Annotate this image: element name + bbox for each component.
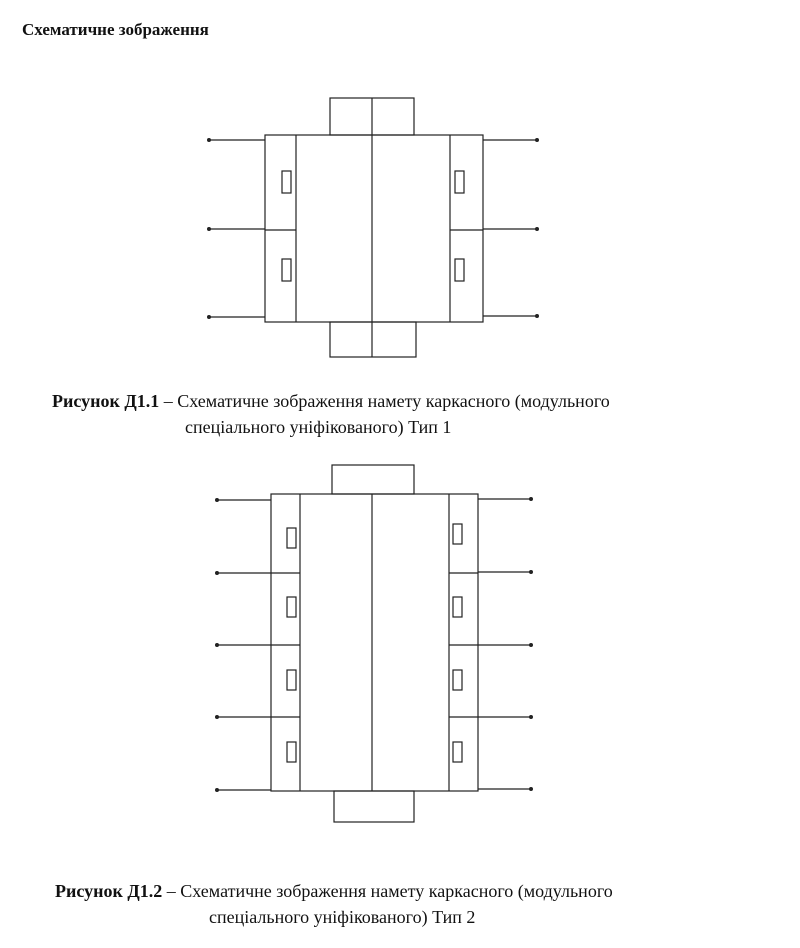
window (453, 742, 462, 762)
figure-label-1: Рисунок Д1.1 (52, 391, 160, 411)
peg (207, 227, 211, 231)
window (287, 670, 296, 690)
caption-text-2: – Схематичне зображення намету каркасного (модульного (162, 881, 613, 901)
bottom-vestibule (334, 791, 414, 822)
peg (215, 788, 219, 792)
peg (529, 643, 533, 647)
tent-body (271, 494, 478, 791)
caption-text-1: – Схематичне зображення намету каркасного (модульного (159, 391, 610, 411)
peg (529, 715, 533, 719)
peg (535, 138, 539, 142)
window (287, 597, 296, 617)
window (287, 528, 296, 548)
peg (535, 314, 539, 318)
peg (529, 787, 533, 791)
window (455, 171, 464, 193)
window (453, 670, 462, 690)
peg (207, 138, 211, 142)
caption-text-2-line2: спеціального уніфікованого) Тип 2 (209, 907, 476, 927)
peg (529, 497, 533, 501)
figure-caption-2 (55, 878, 613, 930)
figure-caption-1 (52, 388, 610, 440)
window (282, 259, 291, 281)
peg (215, 571, 219, 575)
page-heading: Схематичне зображення (22, 20, 209, 39)
window (453, 597, 462, 617)
peg (535, 227, 539, 231)
peg (529, 570, 533, 574)
top-vestibule (332, 465, 414, 494)
window (455, 259, 464, 281)
peg (207, 315, 211, 319)
caption-text-1-line2: спеціального уніфікованого) Тип 1 (185, 417, 452, 437)
window (453, 524, 462, 544)
bottom-vestibule (330, 322, 416, 357)
tent-type2-diagram (217, 465, 531, 822)
window (282, 171, 291, 193)
figure-label-2: Рисунок Д1.2 (55, 881, 163, 901)
window (287, 742, 296, 762)
peg (215, 498, 219, 502)
peg (215, 715, 219, 719)
peg (215, 643, 219, 647)
